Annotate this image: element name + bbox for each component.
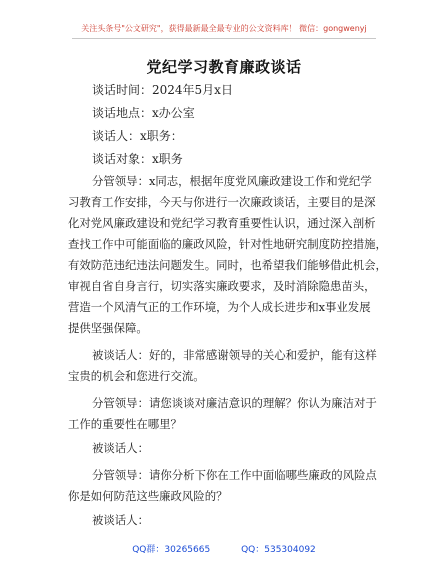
meta-location: 谈话地点：x办公室 bbox=[92, 106, 195, 120]
paragraph-line: 习教育工作安排，今天与你进行一次廉政谈话，主要目的是深 bbox=[68, 195, 376, 209]
paragraph-line: 你是如何防范这些廉政风险的？ bbox=[68, 489, 228, 503]
paragraph-line: 被谈话人： bbox=[92, 441, 149, 455]
paragraph-line: 审视自省自身言行，切实落实廉政要求，及时消除隐患苗头， bbox=[68, 279, 376, 293]
paragraph-line: 宝贵的机会和您进行交流。 bbox=[68, 369, 205, 383]
paragraph-line: 分管领导：x同志，根据年度党风廉政建设工作和党纪学 bbox=[92, 174, 372, 188]
meta-interviewer: 谈话人：x职务： bbox=[92, 129, 183, 143]
footer-contact bbox=[0, 542, 448, 555]
paragraph-line: 分管领导：请您谈谈对廉洁意识的理解？你认为廉洁对于 bbox=[92, 396, 377, 410]
document-title: 党纪学习教育廉政谈话 bbox=[146, 58, 302, 76]
paragraph-line: 提供坚强保障。 bbox=[68, 321, 148, 335]
footer-qq-group: QQ群：30265665 bbox=[132, 545, 211, 555]
paragraph-line: 化对党风廉政建设和党纪学习教育重要性认识，通过深入剖析 bbox=[68, 216, 376, 230]
reply-paragraph bbox=[68, 345, 376, 387]
paragraph-line: 被谈话人： bbox=[92, 513, 149, 527]
paragraph-line: 营造一个风清气正的工作环境，为个人成长进步和x事业发展 bbox=[68, 300, 371, 314]
paragraph-line: 有效防范违纪违法问题发生。同时，也希望我们能够借此机会， bbox=[68, 258, 387, 272]
question-paragraph bbox=[68, 465, 376, 507]
paragraph-line: 查找工作中可能面临的廉政风险，针对性地研究制度防控措施， bbox=[68, 237, 387, 251]
document-body bbox=[68, 79, 387, 531]
reply-paragraph bbox=[68, 438, 376, 459]
reply-paragraph bbox=[68, 510, 376, 531]
paragraph-line: 被谈话人：好的，非常感谢领导的关心和爱护，能有这样 bbox=[92, 348, 377, 362]
header-banner: 关注头条号"公文研究"，获得最新最全最专业的公文资料库！ 微信：gongwenyj bbox=[81, 24, 367, 33]
meta-time: 谈话时间：2024年5月x日 bbox=[92, 83, 233, 97]
header-divider bbox=[72, 38, 376, 39]
meta-interviewee: 谈话对象：x职务 bbox=[92, 152, 183, 166]
opening-paragraph bbox=[68, 171, 387, 339]
footer-qq: QQ：535304092 bbox=[241, 545, 316, 555]
paragraph-line: 工作的重要性在哪里？ bbox=[68, 417, 182, 431]
paragraph-line: 分管领导：请你分析下你在工作中面临哪些廉政的风险点 bbox=[92, 468, 377, 482]
question-paragraph bbox=[68, 393, 376, 435]
